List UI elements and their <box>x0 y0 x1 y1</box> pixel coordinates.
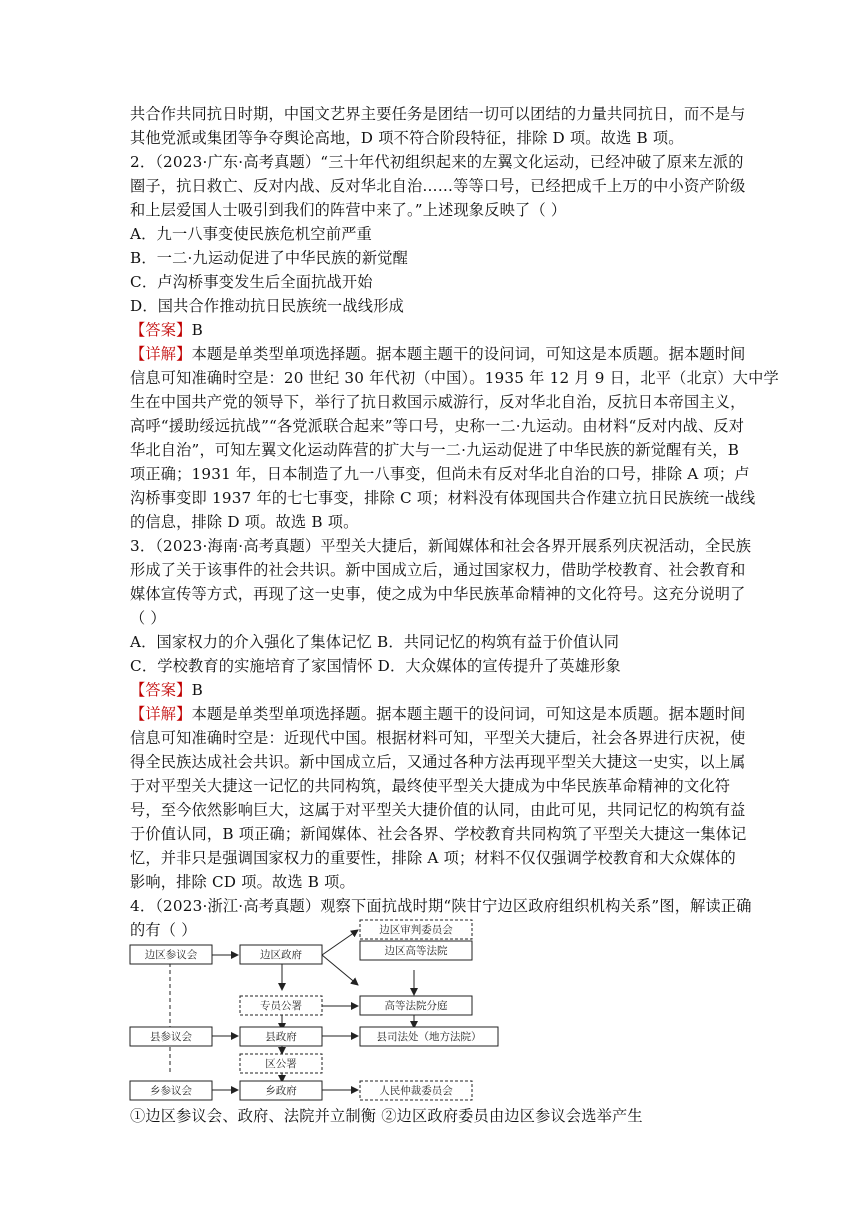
option-b: B．一二·九运动促进了中华民族的新觉醒 <box>130 249 408 267</box>
text-line: 华北自治”，可知左翼文化运动阵营的扩大与一二·九运动促进了中华民族的新觉醒有关，B <box>130 441 740 459</box>
text-line: 其他党派或集团等争夺舆论高地，D 项不符合阶段特征，排除 D 项。故选 B 项。 <box>130 129 684 147</box>
label-district-office: 区公署 <box>265 1058 297 1070</box>
text-line: 媒体宣传等方式，再现了这一史事，使之成为中华民族革命精神的文化符号。这充分说明了 <box>130 585 746 603</box>
text-line: 形成了关于该事件的社会共识。新中国成立后，通过国家权力，借助学校教育、社会教育和 <box>130 561 746 579</box>
answer-value: B <box>191 321 203 339</box>
question-4-stem: 4．（2023·浙江·高考真题）观察下面抗战时期“陕甘宁边区政府组织机构关系”图，解读正确 <box>130 897 752 915</box>
text-line: 于价值认同，B 项正确；新闻媒体、社会各界、学校教育共同构筑了平型关大捷这一集体记 <box>130 825 747 843</box>
text-line: 于对平型关大捷这一记忆的共同构筑，最终使平型关大捷成为中华民族革命精神的文化符 <box>130 777 731 795</box>
options-ab: A．国家权力的介入强化了集体记忆 B．共同记忆的构筑有益于价值认同 <box>130 633 620 651</box>
text-line: 共合作共同抗日时期，中国文艺界主要任务是团结一切可以团结的力量共同抗日，而不是与 <box>130 105 746 123</box>
text-line: （ ） <box>130 609 166 627</box>
label-township-government: 乡政府 <box>265 1085 297 1097</box>
label-county-government: 县政府 <box>265 1031 297 1043</box>
text-line: 生在中国共产党的领导下，举行了抗日救国示威游行，反对华北自治，反抗日本帝国主义， <box>130 393 746 411</box>
detail-text: 本题是单类型单项选择题。据本题主题干的设问词，可知这是本质题。据本题时间 <box>191 705 746 723</box>
detail-tag: 【详解】 <box>130 705 192 723</box>
text-line: 高呼“援助绥远抗战”“各党派联合起来”等口号，史称一二·九运动。由材料“反对内战、反对 <box>130 417 745 435</box>
question-2-stem: 2．（2023·广东·高考真题）“三十年代初组织起来的左翼文化运动，已经冲破了原来左派的 <box>130 153 744 171</box>
label-township-council: 乡参议会 <box>150 1085 192 1097</box>
text-line: 信息可知准确时空是：近现代中国。根据材料可知，平型关大捷后，社会各界进行庆祝，使 <box>130 729 746 747</box>
label-high-court: 边区高等法院 <box>384 945 448 957</box>
text-line: 和上层爱国人士吸引到我们的阵营中来了。”上述现象反映了（ ） <box>130 201 567 219</box>
label-border-region-government: 边区政府 <box>260 949 302 961</box>
text-line: 影响，排除 CD 项。故选 B 项。 <box>130 873 355 891</box>
statements-line: ①边区参议会、政府、法院并立制衡 ②边区政府委员由边区参议会选举产生 <box>130 1107 643 1125</box>
question-3-stem: 3．（2023·海南·高考真题）平型关大捷后，新闻媒体和社会各界开展系列庆祝活动，全民族 <box>130 537 752 555</box>
label-county-council: 县参议会 <box>150 1031 192 1043</box>
answer-tag: 【答案】 <box>130 321 192 339</box>
option-d: D．国共合作推动抗日民族统一战线形成 <box>130 297 404 315</box>
answer-tag: 【答案】 <box>130 681 192 699</box>
label-high-court-branch: 高等法院分庭 <box>384 1000 448 1012</box>
label-border-region-council: 边区参议会 <box>144 949 198 961</box>
text-line: 忆，并非只是强调国家权力的重要性，排除 A 项；材料不仅仅强调学校教育和大众媒体的 <box>130 849 736 867</box>
text-line: 的有（ ） <box>130 921 197 939</box>
text-line: 得全民族达成社会共识。新中国成立后，又通过各种方法再现平型关大捷这一史实，以上属 <box>130 753 746 771</box>
text-line: 信息可知准确时空是：20 世纪 30 年代初（中国）。1935 年 12 月 9 日，北平（北京）大中学 <box>130 369 779 387</box>
options-cd: C．学校教育的实施培育了家国情怀 D．大众媒体的宣传提升了英雄形象 <box>130 657 621 675</box>
label-review-committee: 边区审判委员会 <box>379 924 453 936</box>
label-commissioner-office: 专员公署 <box>260 1000 302 1012</box>
answer-value: B <box>191 681 203 699</box>
label-arbitration-committee: 人民仲裁委员会 <box>379 1085 453 1097</box>
text-line: 的信息，排除 D 项。故选 B 项。 <box>130 513 359 531</box>
text-line: 号，至今依然影响巨大，这属于对平型关大捷价值的认同，由此可见，共同记忆的构筑有益 <box>130 801 746 819</box>
text-line: 沟桥事变即 1937 年的七七事变，排除 C 项；材料没有体现国共合作建立抗日民族统一战线 <box>130 489 756 507</box>
text-line: 圈子，抗日救亡、反对内战、反对华北自治……等等口号，已经把成千上万的中小资产阶级 <box>130 177 746 195</box>
text-line: 项正确；1931 年，日本制造了九一八事变，但尚未有反对华北自治的口号，排除 A 项；卢 <box>130 465 750 483</box>
label-county-judicial-office: 县司法处（地方法院） <box>376 1031 482 1043</box>
detail-tag: 【详解】 <box>130 345 192 363</box>
option-c: C．卢沟桥事变发生后全面抗战开始 <box>130 273 373 291</box>
option-a: A．九一八事变使民族危机空前严重 <box>130 225 372 243</box>
detail-text: 本题是单类型单项选择题。据本题主题干的设问词，可知这是本质题。据本题时间 <box>191 345 746 363</box>
